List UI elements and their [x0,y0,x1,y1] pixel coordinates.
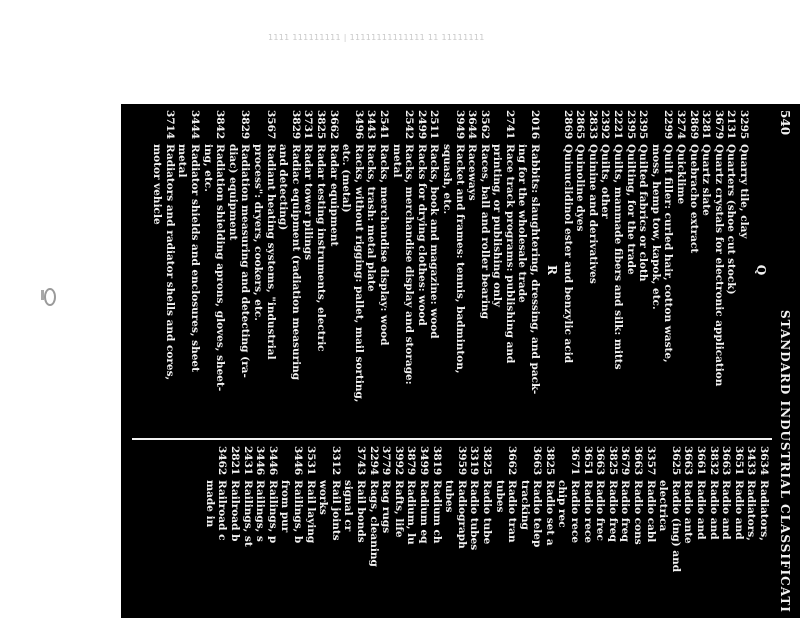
industry-description: Quinine and derivatives [586,144,599,284]
sic-code [340,110,353,144]
industry-description: Quebracho extract [687,144,700,254]
index-entry [631,446,644,618]
sic-code [176,110,189,144]
index-entry [254,446,267,618]
sic-code: 2131 [725,110,738,140]
sic-code: 3446 [254,446,267,476]
index-entry [531,446,544,618]
industry-description: Quilts, manmade fibers and silk: mitts [612,144,625,370]
sic-code: 2833 [586,110,599,140]
sic-code: 3743 [355,446,367,476]
sic-code: 3663 [531,446,544,476]
sic-code: 3663 [594,446,607,476]
sic-code: 3992 [392,446,405,476]
industry-description: etc. (metal) [340,144,353,213]
industry-description: Radiation measuring and detecting (ra- [239,144,252,378]
page-number: 540 [778,110,792,136]
sic-code: 3644 [466,110,479,140]
industry-description: squash, etc. [440,144,453,215]
index-entry [725,110,738,430]
sic-code: 3312 [329,446,342,476]
index-entry [453,110,466,430]
industry-description: Radar testing instruments, electric [315,144,327,352]
industry-description: Racks, trash: metal plate [365,144,378,292]
index-entry [606,446,619,618]
industry-description: Racks, merchandise display and storage: [403,144,416,385]
sic-code [317,446,330,480]
index-entry [239,110,252,430]
index-entry [279,446,292,618]
sic-code: 3662 [506,446,519,476]
index-entry [403,110,416,430]
sic-code: 3825 [480,446,493,476]
sic-code: 2542 [403,110,416,140]
sic-code: 3663 [682,446,695,476]
page-title: STANDARD INDUSTRIAL CLASSIFICATI [778,310,792,613]
index-entry [289,110,302,430]
index-entry [581,446,594,618]
industry-description: Radio and [720,480,733,540]
binder-ring-mark [44,288,56,306]
index-entry [291,446,304,618]
page-header [776,110,792,612]
sic-code [226,110,239,144]
index-entry [201,110,214,430]
sic-code: 3842 [214,110,227,140]
section-q-entries [561,110,750,430]
index-entry [662,110,675,430]
industry-description: tubes [443,480,456,513]
index-entry [352,110,365,430]
sic-code: 2431 [241,446,254,476]
index-entry [694,446,707,618]
index-entry [342,446,355,618]
index-entry [720,446,733,618]
industry-description: Railings, st [241,480,254,547]
index-entry [365,110,378,430]
industry-description: Railings, b [292,480,305,544]
sic-code: 3281 [700,110,713,140]
sic-code: 2299 [662,110,675,140]
sic-code: 3562 [478,110,491,140]
industry-description: Radio freq [606,480,619,542]
index-entry [226,110,239,430]
index-entry [493,446,506,618]
industry-description: Radio tran [506,480,519,543]
sic-code: 3446 [266,446,279,476]
sic-code: 3663 [720,446,733,476]
industry-description: Radio (ing) and [669,480,682,573]
index-entry [377,110,390,430]
sic-code: 2499 [415,110,428,140]
index-entry [745,446,758,618]
index-entry [543,446,556,618]
index-entry [277,110,290,430]
sic-code: 2392 [599,110,612,140]
industry-description: Rail bonds [355,480,367,543]
industry-description: Radio rece [581,480,594,544]
sic-code: 3662 [327,110,340,140]
sic-code [518,446,531,480]
sic-code: 3959 [455,446,468,476]
index-entry [516,110,529,430]
sic-code: 3433 [745,446,758,476]
index-entry [561,110,574,430]
index-entry [405,446,418,618]
right-column [203,446,770,618]
sic-code: 3274 [675,110,688,140]
index-entry [594,446,607,618]
sic-code [491,110,504,144]
industry-description: Radium eq [417,480,430,544]
sic-code: 3499 [417,446,430,476]
sic-code: 3779 [380,446,393,476]
industry-description: Quilted fabrics or cloth [637,144,650,282]
industry-description: Radio frec [594,480,607,541]
industry-description: Radium, lu [405,480,418,545]
industry-description: Quartz slate [700,144,713,216]
industry-description: motor vehicle [151,144,164,225]
index-entry [599,110,612,430]
sic-code: 3319 [468,446,481,476]
index-entry [264,110,277,430]
sic-code: 3819 [430,446,443,476]
industry-description: Racks, merchandise display: wood [377,144,390,346]
index-entry [707,446,720,618]
index-entry [428,110,441,430]
sic-code: 3567 [264,110,277,140]
sic-code: 3671 [569,446,582,476]
industry-description: Radiators and radiator shells and cores, [163,144,176,381]
industry-description: Rags, cleaning [367,480,380,567]
sic-code: 3829 [239,110,252,140]
sic-code: 3446 [292,446,305,476]
sic-code: 2865 [574,110,587,140]
industry-description: Radio tube [480,480,493,545]
sic-code: 2221 [612,110,625,140]
index-entry [682,446,695,618]
index-entry [241,446,254,618]
sic-code: 3661 [695,446,708,476]
index-entry [737,110,750,430]
index-entry [440,110,453,430]
index-entry [674,110,687,430]
industry-description: Railroad c [216,480,229,541]
index-entry [700,110,713,430]
index-entry [687,110,700,430]
sic-code [342,446,355,480]
index-entry [669,446,682,618]
industry-description: Radio cabl [644,480,657,543]
industry-description: made in [203,480,216,528]
industry-description: Radiant heating systems, "industrial [264,144,277,360]
sic-code [440,110,453,144]
index-entry [417,446,430,618]
sic-code: 2541 [377,110,390,140]
sic-code [556,446,569,480]
index-entry [266,446,279,618]
scanned-page [121,104,800,618]
sic-code [443,446,456,480]
industry-description: and detecting) [277,144,290,231]
sic-code: 2395 [624,110,637,140]
sic-code [649,110,662,144]
section-r-entries [151,110,541,430]
sic-code: 3832 [707,446,720,476]
industry-description: Radio rece [569,480,582,544]
sic-code [277,110,290,144]
sic-code [516,110,529,144]
industry-description: moss, hemp tow, kapok, etc. [649,144,662,310]
rotated-page-content [121,104,800,618]
industry-description: Quarry tile, clay [738,144,750,239]
industry-description: Radiac equipment (radiation measuring [289,144,302,381]
sic-code: 2869 [561,110,574,140]
industry-description: metal [390,144,403,178]
index-entry [203,446,216,618]
sic-code: 3634 [758,446,770,476]
industry-description: printing, or publishing only [491,144,504,308]
index-entry [329,446,342,618]
section-letter-r: R [545,265,560,275]
industry-description: Radio and [695,480,708,540]
industry-description: Radio tubes [468,480,481,551]
industry-description: works [317,480,330,515]
industry-description: Radio and [707,480,720,540]
index-entry [340,110,353,430]
industry-description: diac) equipment [226,144,239,241]
column-divider [132,438,772,440]
index-entry [569,446,582,618]
industry-description: from pur [279,480,292,533]
index-entry [415,110,428,430]
industry-description: Quilt filler: curled hair, cotton waste, [662,144,675,363]
sic-code: 3949 [453,110,466,140]
index-entry [380,446,393,618]
industry-description: Racket and frames: tennis, badminton, [453,144,466,374]
industry-description: Radiator shields and enclosures, sheet [189,144,202,372]
industry-description: Race track programs: publishing and [503,144,516,364]
industry-description: Radiation shielding aprons, gloves, sheet- [214,144,227,392]
sic-code: 3731 [302,110,315,140]
industry-description: Quartz crystals for electronic application [712,144,725,387]
sic-code: 3625 [669,446,682,476]
index-entry [624,110,637,430]
scan-header-stamp: 1111 111111111 | 11111111111111 11 11111111 [268,33,485,42]
sic-code [279,446,292,480]
index-entry [214,110,227,430]
industry-description: Quarters (shoe cut stock) [725,144,738,295]
sic-code: 3295 [738,110,750,140]
sic-code: 3496 [352,110,365,140]
industry-description: Rabbits: slaughtering, dressing, and pack- [529,144,542,395]
industry-description: tracking [518,480,531,530]
index-entry [392,446,405,618]
index-entry [228,446,241,618]
industry-description: Rafts, life [392,480,405,538]
industry-description: Radio freq [619,480,632,542]
industry-description: Radium ch [430,480,443,544]
industry-description: Radar equipment [327,144,340,247]
sic-code: 3825 [606,446,619,476]
sic-code: 3879 [405,446,418,476]
sic-code [151,110,164,144]
index-entry [478,110,491,430]
industry-description: Radio set a [543,480,556,546]
industry-description: process": dryers, cookers, etc. [252,144,265,321]
industry-description: Quilts, other [599,144,612,219]
index-entry [506,446,519,618]
index-entry [468,446,481,618]
industry-description: Raceways [466,144,479,201]
section-letter-q: Q [754,264,768,276]
sic-code: 3444 [189,110,202,140]
sic-code [251,110,264,144]
industry-description: Railings, p [266,480,279,544]
industry-description: Rail laying [304,480,317,544]
index-entry [163,110,176,430]
index-entry [354,446,367,618]
industry-description: Railroad b [229,480,242,542]
industry-description: Rag rugs [380,480,393,534]
industry-description: Radiograph [455,480,468,549]
index-entry [757,446,770,618]
sic-code [201,110,214,144]
index-entry [503,110,516,430]
sic-code: 3357 [644,446,657,476]
sic-code: 3462 [216,446,229,476]
index-entry [480,446,493,618]
industry-description: tubes [493,480,506,513]
sic-code: 2016 [529,110,542,140]
left-column [151,110,770,430]
industry-description: Radiators, [745,480,758,541]
index-entry [327,110,340,430]
index-entry [574,110,587,430]
sic-code: 3531 [304,446,317,476]
index-entry [251,110,264,430]
index-entry [529,110,542,430]
index-entry [216,446,229,618]
index-entry [491,110,504,430]
industry-description: signal cr [342,480,355,532]
index-entry [518,446,531,618]
sic-code [493,446,506,480]
industry-description: Quinuclidinol ester and benzylic acid [561,144,574,364]
sic-code: 3663 [632,446,645,476]
index-entry [649,110,662,430]
index-entry [712,110,725,430]
industry-description: metal [176,144,189,178]
industry-description: Radio and [732,480,745,540]
industry-description: chip rec [556,480,569,528]
industry-description: Rail joints [329,480,342,541]
index-entry [176,110,189,430]
index-entry [732,446,745,618]
industry-description: ing, etc. [201,144,214,192]
document-page [121,104,800,618]
index-entry [314,110,327,430]
industry-description: Radiators, [758,480,770,541]
index-entry [304,446,317,618]
industry-description: Radio ante [682,480,695,544]
index-entry [644,446,657,618]
index-entry [302,110,315,430]
industry-description: Quinoline dyes [574,144,587,232]
industry-description: Radio telep [531,480,544,548]
index-entry [430,446,443,618]
sic-code: 3829 [289,110,302,140]
sic-code: 3714 [163,110,176,140]
sic-code: 3679 [619,446,632,476]
sic-code: 3651 [581,446,594,476]
industry-description: Racks, book and magazine: wood [428,144,441,339]
sic-code: 2395 [637,110,650,140]
sic-code: 2741 [503,110,516,140]
index-entry [443,446,456,618]
industry-description: Quilting, for the trade [624,144,637,275]
index-entry [619,446,632,618]
index-entry [317,446,330,618]
sic-code [203,446,216,480]
index-entry [556,446,569,618]
sic-code: 2294 [367,446,380,476]
sic-code: 3825 [543,446,556,476]
industry-description: Quicklime [675,144,688,205]
index-entry [657,446,670,618]
industry-description: Races, ball and roller bearing [478,144,491,319]
sic-code: 3679 [712,110,725,140]
sic-code: 2821 [229,446,242,476]
industry-description: Railings, s [254,480,267,542]
sic-code: 2869 [687,110,700,140]
industry-description: electrica [657,480,670,532]
index-entry [455,446,468,618]
index-entry [367,446,380,618]
industry-description: Racks, without rigging: pallet, mail sorting, [352,144,365,403]
index-entry [390,110,403,430]
index-entry [466,110,479,430]
industry-description: Radar tower pilings [302,144,315,261]
index-entry [188,110,201,430]
index-entry [611,110,624,430]
index-entry [586,110,599,430]
sic-code: 3825 [315,110,327,140]
sic-code [390,110,403,144]
sic-code: 2511 [428,110,441,140]
sic-code: 3651 [732,446,745,476]
industry-description: ing for the wholesale trade [516,144,529,303]
industry-description: Radio cons [632,480,645,545]
index-entry [637,110,650,430]
sic-code [657,446,670,480]
index-entry [151,110,164,430]
industry-description: Racks for drying clothes: wood [415,144,428,326]
sic-code: 3443 [365,110,378,140]
